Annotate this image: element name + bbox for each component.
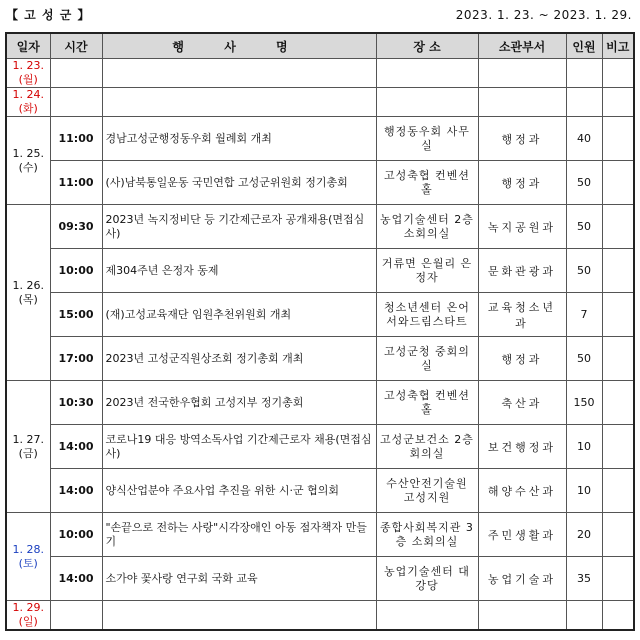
col-date: 일자	[6, 33, 50, 59]
day-weekday: (수)	[18, 160, 38, 174]
schedule-table	[5, 32, 635, 631]
day-cell	[6, 88, 50, 117]
event-title: (재)고성교육재단 임원추천위원회 개최	[102, 293, 376, 337]
event-note	[602, 249, 634, 293]
table-row	[6, 469, 634, 513]
event-place: 농업기술센터 대강당	[376, 557, 478, 601]
event-dept: 주민생활과	[478, 513, 566, 557]
event-dept: 문화관광과	[478, 249, 566, 293]
table-row	[6, 293, 634, 337]
event-count: 50	[566, 161, 602, 205]
event-count: 50	[566, 337, 602, 381]
day-weekday: (금)	[18, 446, 38, 460]
event-time: 11:00	[50, 117, 102, 161]
event-title: 2023년 전국한우협회 고성지부 정기총회	[102, 381, 376, 425]
empty-cell	[602, 601, 634, 631]
table-row	[6, 337, 634, 381]
event-time: 15:00	[50, 293, 102, 337]
event-place: 고성군보건소 2층 회의실	[376, 425, 478, 469]
event-place: 수산안전기술원 고성지원	[376, 469, 478, 513]
day-cell	[6, 205, 50, 381]
event-title: 제304주년 은정자 동제	[102, 249, 376, 293]
event-place: 고성축협 컨벤션홀	[376, 161, 478, 205]
event-time: 11:00	[50, 161, 102, 205]
event-title: 2023년 녹지정비단 등 기간제근로자 공개채용(면접심사)	[102, 205, 376, 249]
empty-day-row	[6, 601, 634, 631]
table-row	[6, 513, 634, 557]
col-count: 인원	[566, 33, 602, 59]
event-count: 50	[566, 249, 602, 293]
empty-day-row	[6, 59, 634, 88]
day-cell	[6, 381, 50, 513]
day-cell	[6, 59, 50, 88]
empty-cell	[478, 88, 566, 117]
col-time: 시간	[50, 33, 102, 59]
day-weekday: (목)	[18, 292, 38, 306]
empty-cell	[602, 59, 634, 88]
day-weekday: (일)	[18, 615, 38, 628]
day-weekday: (월)	[18, 73, 38, 86]
event-time: 10:00	[50, 249, 102, 293]
event-dept: 교육청소년과	[478, 293, 566, 337]
event-time: 10:30	[50, 381, 102, 425]
event-place: 행정동우회 사무실	[376, 117, 478, 161]
empty-cell	[50, 601, 102, 631]
event-place: 청소년센터 온어서와드림스타트	[376, 293, 478, 337]
table-row	[6, 557, 634, 601]
event-note	[602, 513, 634, 557]
event-time: 14:00	[50, 557, 102, 601]
event-note	[602, 161, 634, 205]
empty-cell	[376, 601, 478, 631]
empty-cell	[602, 88, 634, 117]
event-note	[602, 557, 634, 601]
event-note	[602, 425, 634, 469]
event-dept: 해양수산과	[478, 469, 566, 513]
day-cell	[6, 117, 50, 205]
event-note	[602, 205, 634, 249]
event-note	[602, 293, 634, 337]
day-date: 1. 23.	[12, 59, 44, 72]
table-row	[6, 117, 634, 161]
empty-cell	[50, 59, 102, 88]
day-date: 1. 24.	[12, 88, 44, 101]
event-count: 10	[566, 469, 602, 513]
page-header	[6, 4, 632, 26]
day-date: 1. 27.	[12, 432, 44, 446]
table-row	[6, 381, 634, 425]
col-dept: 소관부서	[478, 33, 566, 59]
event-count: 10	[566, 425, 602, 469]
event-dept: 행정과	[478, 161, 566, 205]
header-row	[6, 33, 634, 59]
empty-cell	[102, 88, 376, 117]
event-title: "손끝으로 전하는 사랑"시각장애인 아동 점자책자 만들기	[102, 513, 376, 557]
event-dept: 농업기술과	[478, 557, 566, 601]
event-dept: 행정과	[478, 337, 566, 381]
empty-cell	[102, 59, 376, 88]
empty-cell	[102, 601, 376, 631]
event-title: 경남고성군행정동우회 월례회 개최	[102, 117, 376, 161]
event-count: 7	[566, 293, 602, 337]
event-count: 150	[566, 381, 602, 425]
event-count: 20	[566, 513, 602, 557]
event-place: 고성군청 중회의실	[376, 337, 478, 381]
table-row	[6, 249, 634, 293]
day-weekday: (토)	[18, 556, 38, 570]
day-date: 1. 25.	[12, 146, 44, 160]
event-title: 2023년 고성군직원상조회 정기총회 개최	[102, 337, 376, 381]
table-row	[6, 161, 634, 205]
event-dept: 축산과	[478, 381, 566, 425]
event-note	[602, 469, 634, 513]
event-count: 35	[566, 557, 602, 601]
empty-cell	[566, 59, 602, 88]
empty-cell	[376, 59, 478, 88]
event-title: 소가야 꽃사랑 연구회 국화 교육	[102, 557, 376, 601]
event-time: 14:00	[50, 425, 102, 469]
day-cell	[6, 513, 50, 601]
day-date: 1. 28.	[12, 542, 44, 556]
empty-day-row	[6, 88, 634, 117]
empty-cell	[478, 59, 566, 88]
event-time: 09:30	[50, 205, 102, 249]
region-title: 【 고 성 군 】	[6, 8, 91, 22]
day-date: 1. 29.	[12, 601, 44, 614]
event-count: 40	[566, 117, 602, 161]
empty-cell	[566, 88, 602, 117]
event-time: 17:00	[50, 337, 102, 381]
day-cell	[6, 601, 50, 631]
event-place: 거류면 은월리 은정자	[376, 249, 478, 293]
event-title: (사)남북통일운동 국민연합 고성군위원회 정기총회	[102, 161, 376, 205]
event-count: 50	[566, 205, 602, 249]
event-time: 14:00	[50, 469, 102, 513]
day-weekday: (화)	[18, 102, 38, 115]
empty-cell	[478, 601, 566, 631]
event-dept: 녹지공원과	[478, 205, 566, 249]
empty-cell	[376, 88, 478, 117]
event-note	[602, 381, 634, 425]
event-title: 코로나19 대응 방역소독사업 기간제근로자 채용(면접심사)	[102, 425, 376, 469]
event-dept: 보건행정과	[478, 425, 566, 469]
event-place: 종합사회복지관 3층 소회의실	[376, 513, 478, 557]
table-row	[6, 425, 634, 469]
event-note	[602, 337, 634, 381]
event-time: 10:00	[50, 513, 102, 557]
empty-cell	[566, 601, 602, 631]
col-note: 비고	[602, 33, 634, 59]
event-note	[602, 117, 634, 161]
col-place: 장 소	[376, 33, 478, 59]
event-dept: 행정과	[478, 117, 566, 161]
date-range: 2023. 1. 23. ~ 2023. 1. 29.	[455, 8, 632, 22]
event-place: 고성축협 컨벤션홀	[376, 381, 478, 425]
schedule-body	[6, 59, 634, 631]
empty-cell	[50, 88, 102, 117]
day-date: 1. 26.	[12, 278, 44, 292]
event-place: 농업기술센터 2층 소회의실	[376, 205, 478, 249]
event-title: 양식산업분야 주요사업 추진을 위한 시·군 협의회	[102, 469, 376, 513]
table-row	[6, 205, 634, 249]
col-event: 행 사 명	[102, 33, 376, 59]
